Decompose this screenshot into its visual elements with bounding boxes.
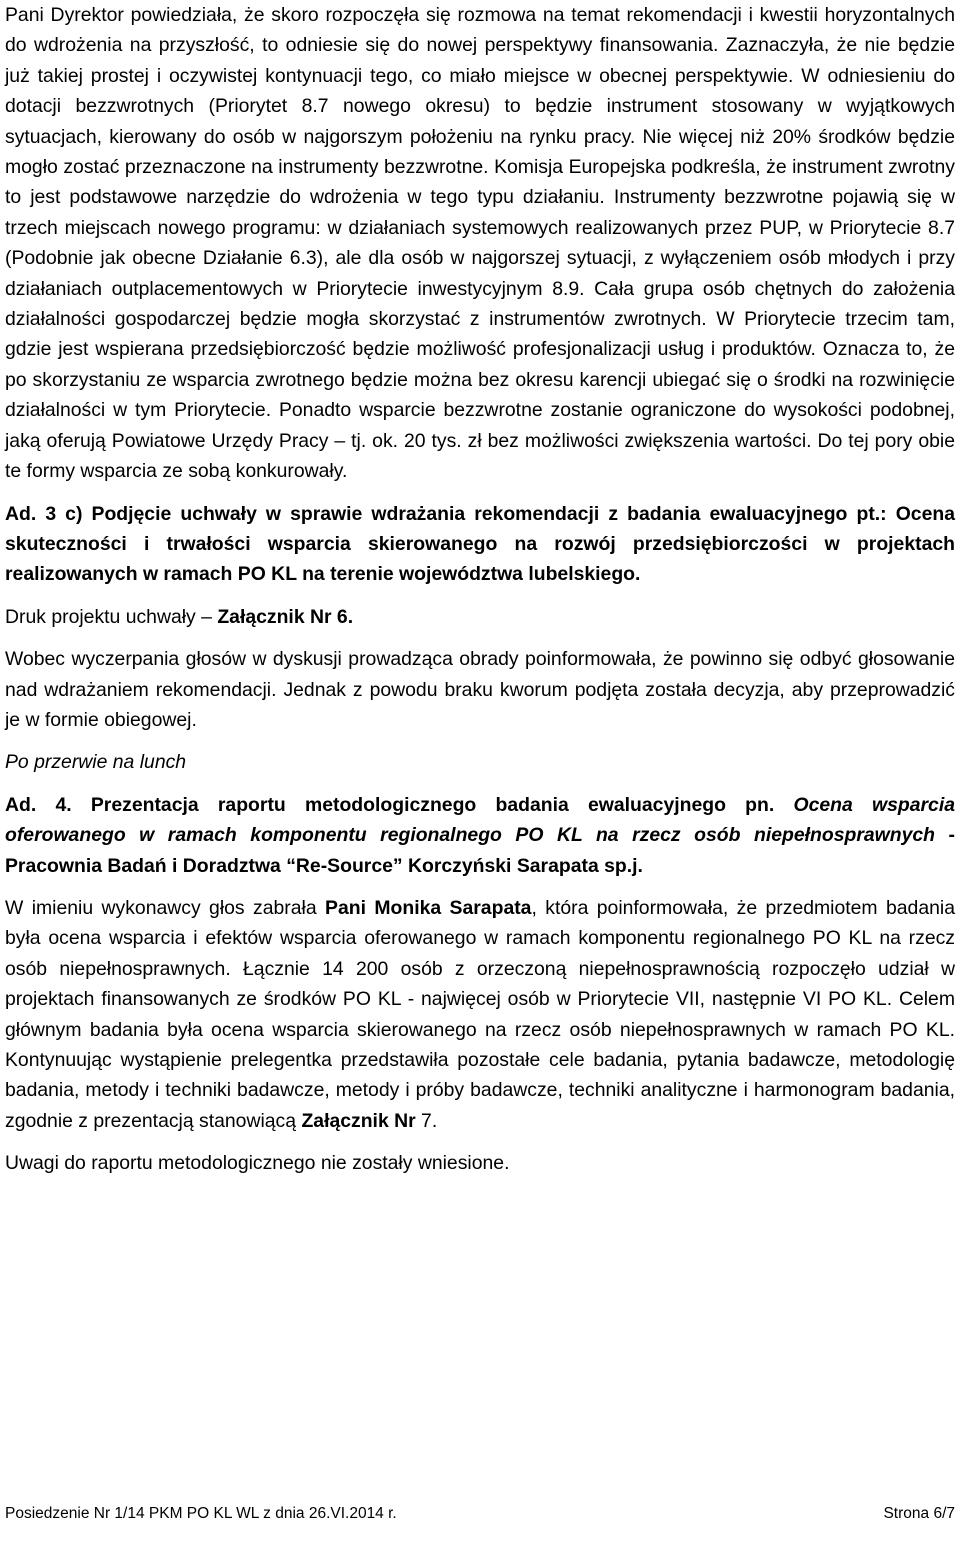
attachment-reference: Załącznik Nr 6.: [217, 605, 354, 628]
paragraph-text: Uwagi do raportu metodologicznego nie zostały wniesione.: [5, 1152, 510, 1175]
paragraph-remarks: [5, 1148, 955, 1178]
paragraph-presentation: [5, 893, 955, 1136]
paragraph-text: W imieniu wykonawcy głos zabrała: [5, 896, 326, 919]
agenda-item-heading: Ad. 4. Prezentacja raportu metodologicznego badania ewaluacyjnego pn.: [5, 793, 794, 816]
footer-page-number: Strona 6/7: [883, 1505, 955, 1522]
paragraph-text: Druk projektu uchwały –: [5, 605, 218, 628]
paragraph-text: 7.: [415, 1109, 438, 1132]
section-after-lunch: [5, 747, 955, 777]
agenda-item-heading: Ad. 3 c) Podjęcie uchwały w sprawie wdrażania rekomendacji z badania ewaluacyjnego pt.: Ocena skuteczności i trwałości wsparcia skierowanego na rozwój przedsiębiorczości w projektach realizowanych w ramach PO KL na terenie województwa lubelskiego.: [5, 502, 955, 586]
agenda-item-3c: [5, 499, 955, 590]
paragraph-attachment-6: [5, 602, 955, 632]
section-heading: Po przerwie na lunch: [5, 751, 187, 774]
page-footer: [5, 1504, 955, 1524]
paragraph-text: , która poinformowała, że przedmiotem badania była ocena wsparcia i efektów wsparcia oferowanego w ramach komponentu regionalnego PO KL na rzecz osób niepełnosprawnych. Łącznie 14 200 osób z orzeczoną niepełnosprawnością rozpoczęło udział w projektach finansowanych ze środków PO KL - najwięcej osób w Priorytecie VII, następnie VI PO KL. Celem głównym badania była ocena wsparcia skierowanego na rzecz osób niepełnosprawnych w ramach PO KL. Kontynuując wystąpienie prelegentka przedstawiła pozostałe cele badania, pytania badawcze, metodologię badania, metody i techniki badawcze, metody i próby badawcze, techniki analityczne i harmonogram badania, zgodnie z prezentacją stanowiącą: [5, 896, 955, 1132]
footer-meeting-info: Posiedzenie Nr 1/14 PKM PO KL WL z dnia 26.VI.2014 r.: [5, 1505, 397, 1522]
paragraph-voting: [5, 644, 955, 735]
document-page: [5, 0, 955, 1179]
paragraph-text: Wobec wyczerpania głosów w dyskusji prowadząca obrady poinformowała, że powinno się odbyć głosowanie nad wdrażaniem rekomendacji. Jednak z powodu braku kworum podjęta została decyzja, aby przeprowadzić je w formie obiegowej.: [5, 648, 955, 731]
contractor-name: - Pracownia Badań i Doradztwa “Re-Source” Korczyński Sarapata sp.j.: [5, 824, 955, 877]
paragraph-director-statement: [5, 0, 955, 487]
agenda-item-4: [5, 790, 955, 881]
study-title: Ocena wsparcia oferowanego w ramach komponentu regionalnego PO KL na rzecz osób niepełnosprawnych: [5, 793, 955, 847]
attachment-reference: Załącznik Nr: [301, 1109, 416, 1132]
paragraph-text: Pani Dyrektor powiedziała, że skoro rozpoczęła się rozmowa na temat rekomendacji i kwestii horyzontalnych do wdrożenia na przyszłość, to odniesie się do nowej perspektywy finansowania. Zaznaczyła, że nie będzie już takiej prostej i oczywistej kontynuacji tego, co miało miejsce w obecnej perspektywie. W odniesieniu do dotacji bezzwrotnych (Priorytet 8.7 nowego okresu) to będzie instrument stosowany w wyjątkowych sytuacjach, kierowany do osób w najgorszym położeniu na rynku pracy. Nie więcej niż 20% środków będzie mogło zostać przeznaczone na instrumenty bezzwrotne. Komisja Europejska podkreśla, że instrument zwrotny to jest podstawowe narzędzie do wdrożenia w tego typu działaniu. Instrumenty bezzwrotne pojawią się w trzech miejscach nowego programu: w działaniach systemowych realizowanych przez PUP, w Priorytecie 8.7 (Podobnie jak obecne Działanie 6.3), ale dla osób w najgorszej sytuacji, z wyłączeniem osób młodych i przy działaniach outplacementowych w Priorytecie inwestycyjnym 8.9. Cała grupa osób chętnych do założenia działalności gospodarczej będzie mogła skorzystać z instrumentów zwrotnych. W Priorytecie trzecim tam, gdzie jest wspierana przedsiębiorczość będzie możliwość profesjonalizacji usług i produktów. Oznacza to, że po skorzystaniu ze wsparcia zwrotnego będzie można bez okresu karencji ubiegać się o środki na rozwinięcie działalności w tym Priorytecie. Ponadto wsparcie bezzwrotne zostanie ograniczone do wysokości podobnej, jaką oferują Powiatowe Urzędy Pracy – tj. ok. 20 tys. zł bez możliwości zwiększenia wartości. Do tej pory obie te formy wsparcia ze sobą konkurowały.: [5, 4, 955, 483]
speaker-name: Pani Monika Sarapata: [325, 896, 532, 919]
